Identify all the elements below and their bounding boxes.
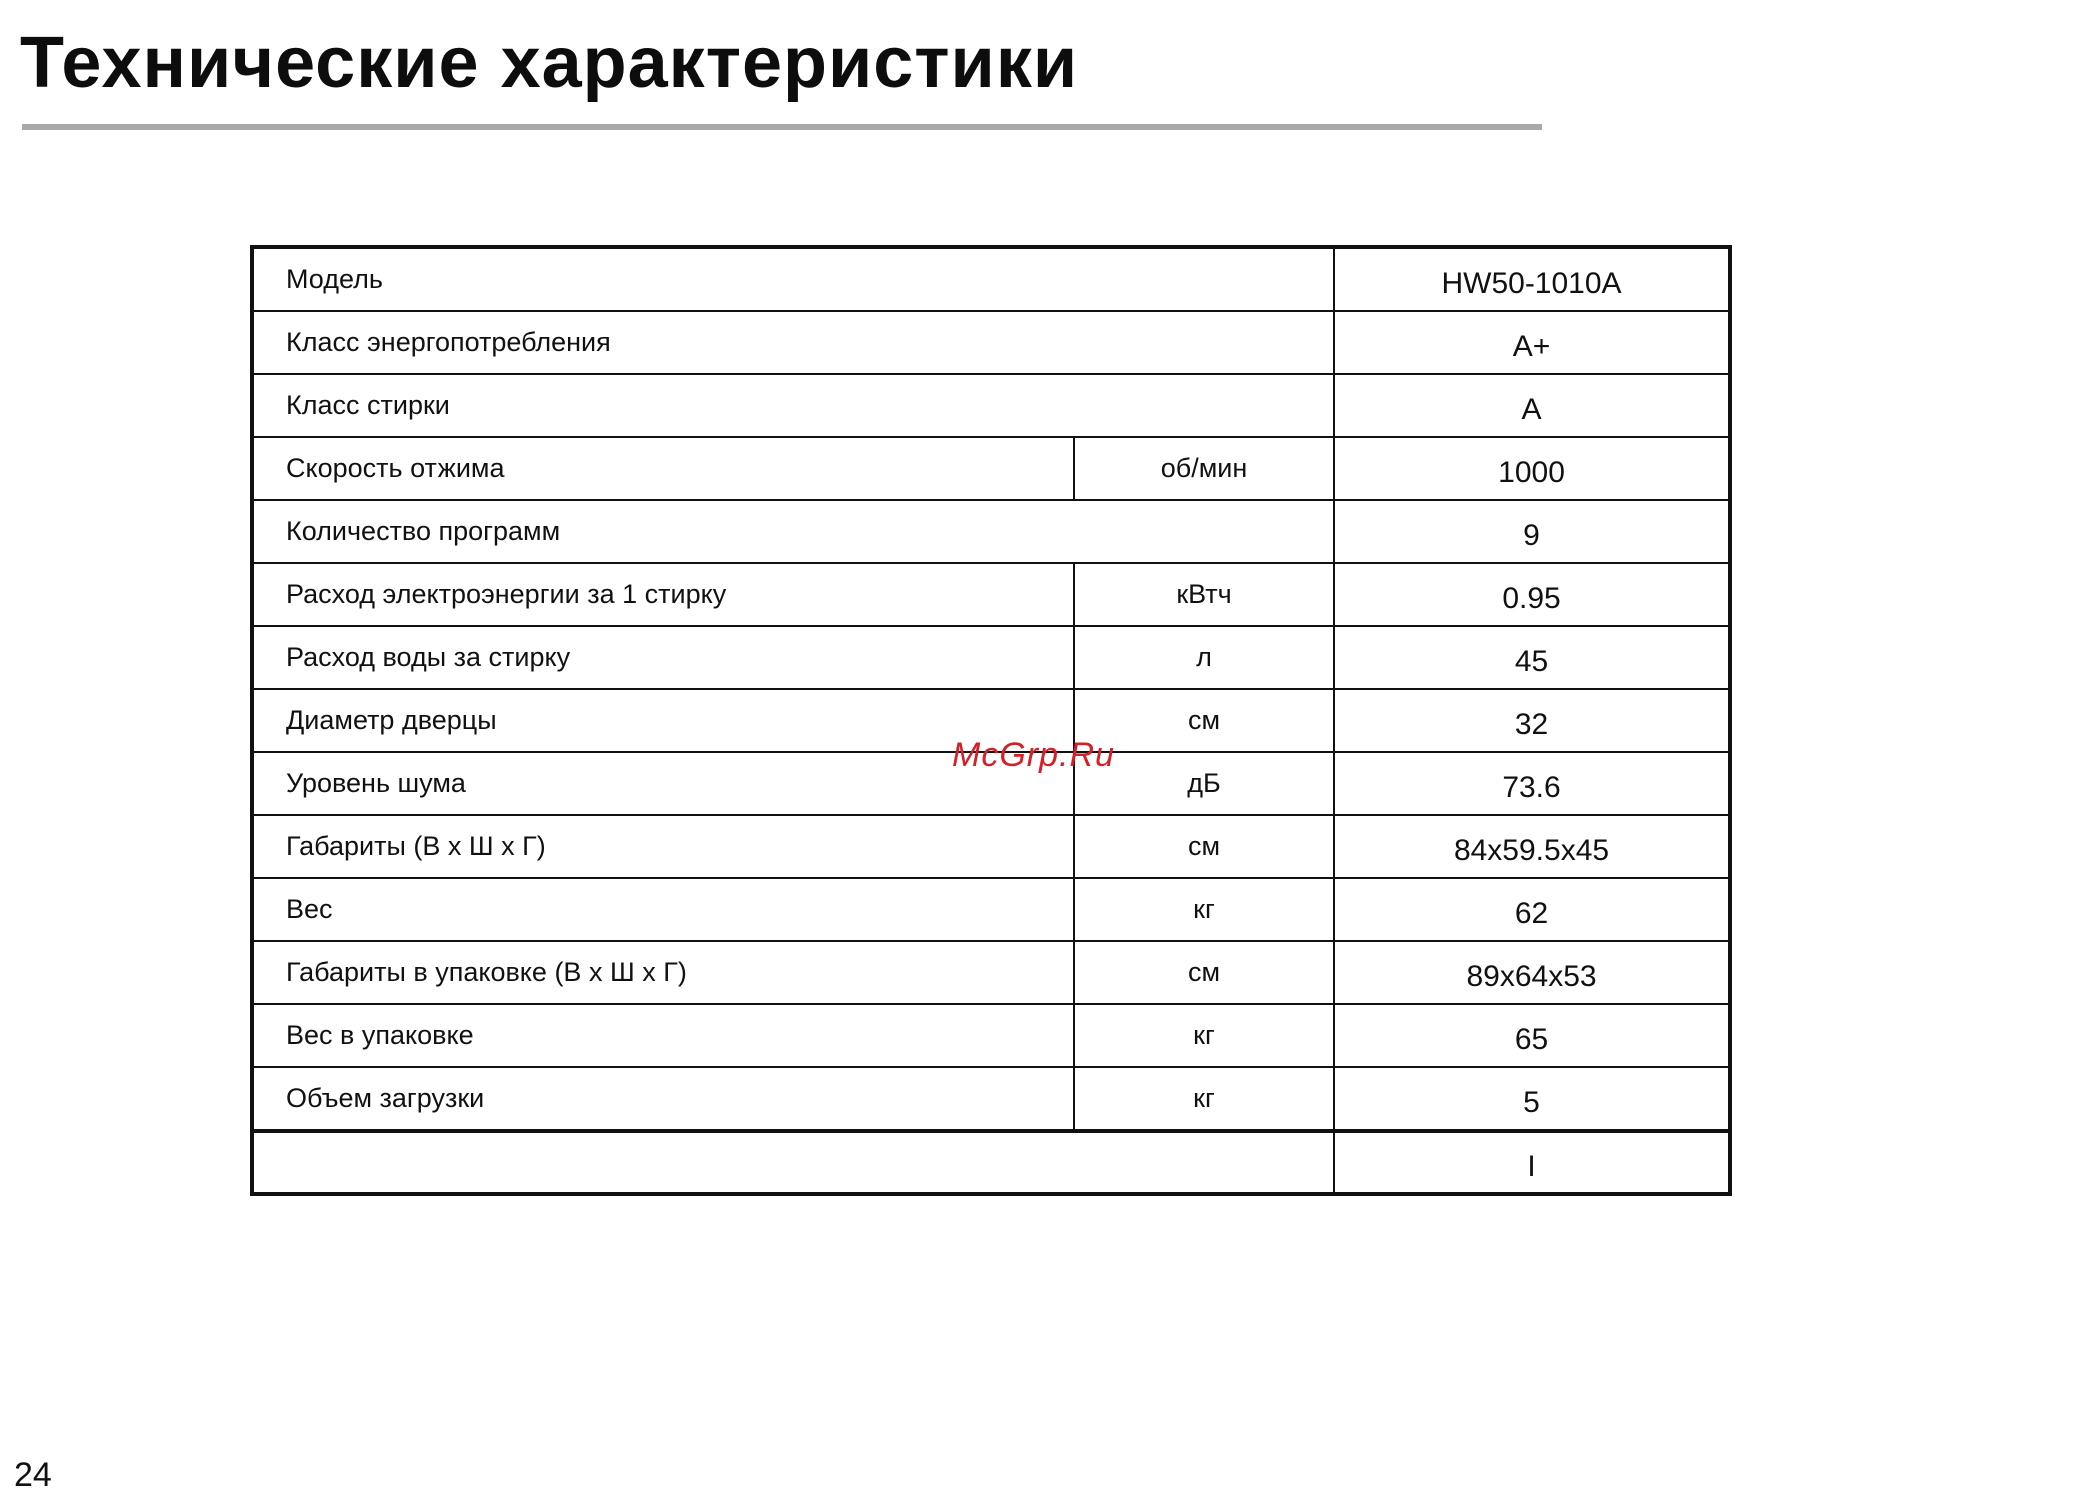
watermark: McGrp.Ru	[952, 736, 1115, 774]
spec-value: 84x59.5x45	[1334, 815, 1730, 878]
spec-value: HW50-1010A	[1334, 247, 1730, 311]
spec-row-spin-speed	[252, 437, 1730, 500]
spec-row-packed-dimensions	[252, 941, 1730, 1004]
spec-value: 73.6	[1334, 752, 1730, 815]
spec-label: Вес	[252, 878, 1074, 941]
spec-label	[252, 1131, 1334, 1194]
spec-unit: см	[1074, 941, 1334, 1004]
spec-label: Вес в упаковке	[252, 1004, 1074, 1067]
title-divider	[22, 124, 1542, 130]
spec-value: 62	[1334, 878, 1730, 941]
spec-unit: л	[1074, 626, 1334, 689]
spec-unit: кВтч	[1074, 563, 1334, 626]
spec-value: 1000	[1334, 437, 1730, 500]
spec-label: Модель	[252, 247, 1334, 311]
spec-row-weight	[252, 878, 1730, 941]
spec-table	[250, 245, 1732, 1196]
spec-unit: см	[1074, 689, 1334, 752]
spec-row-energy-use	[252, 563, 1730, 626]
spec-label: Класс стирки	[252, 374, 1334, 437]
spec-value: 89x64x53	[1334, 941, 1730, 1004]
spec-value: 32	[1334, 689, 1730, 752]
spec-value: 9	[1334, 500, 1730, 563]
spec-row-programs	[252, 500, 1730, 563]
spec-unit: кг	[1074, 1004, 1334, 1067]
spec-unit: дБ	[1074, 752, 1334, 815]
spec-label: Уровень шума	[252, 752, 1074, 815]
spec-row-water-use	[252, 626, 1730, 689]
spec-label: Расход электроэнергии за 1 стирку	[252, 563, 1074, 626]
spec-label: Габариты в упаковке (В х Ш х Г)	[252, 941, 1074, 1004]
spec-row-extra	[252, 1131, 1730, 1194]
spec-value: I	[1334, 1131, 1730, 1194]
spec-unit: кг	[1074, 878, 1334, 941]
spec-value: A+	[1334, 311, 1730, 374]
spec-value: 5	[1334, 1067, 1730, 1131]
spec-row-wash-class	[252, 374, 1730, 437]
spec-value: A	[1334, 374, 1730, 437]
spec-row-energy-class	[252, 311, 1730, 374]
spec-unit: кг	[1074, 1067, 1334, 1131]
spec-value: 0.95	[1334, 563, 1730, 626]
spec-row-dimensions	[252, 815, 1730, 878]
spec-value: 45	[1334, 626, 1730, 689]
spec-row-packed-weight	[252, 1004, 1730, 1067]
page-number: 24	[14, 1456, 52, 1494]
spec-label: Скорость отжима	[252, 437, 1074, 500]
spec-value: 65	[1334, 1004, 1730, 1067]
page-title: Технические характеристики	[20, 23, 1079, 103]
spec-label: Диаметр дверцы	[252, 689, 1074, 752]
spec-label: Количество программ	[252, 500, 1334, 563]
spec-label: Габариты (В х Ш х Г)	[252, 815, 1074, 878]
spec-label: Объем загрузки	[252, 1067, 1074, 1131]
spec-unit: об/мин	[1074, 437, 1334, 500]
spec-label: Класс энергопотребления	[252, 311, 1334, 374]
spec-row-model	[252, 247, 1730, 311]
spec-label: Расход воды за стирку	[252, 626, 1074, 689]
spec-unit: см	[1074, 815, 1334, 878]
spec-row-load-capacity	[252, 1067, 1730, 1131]
